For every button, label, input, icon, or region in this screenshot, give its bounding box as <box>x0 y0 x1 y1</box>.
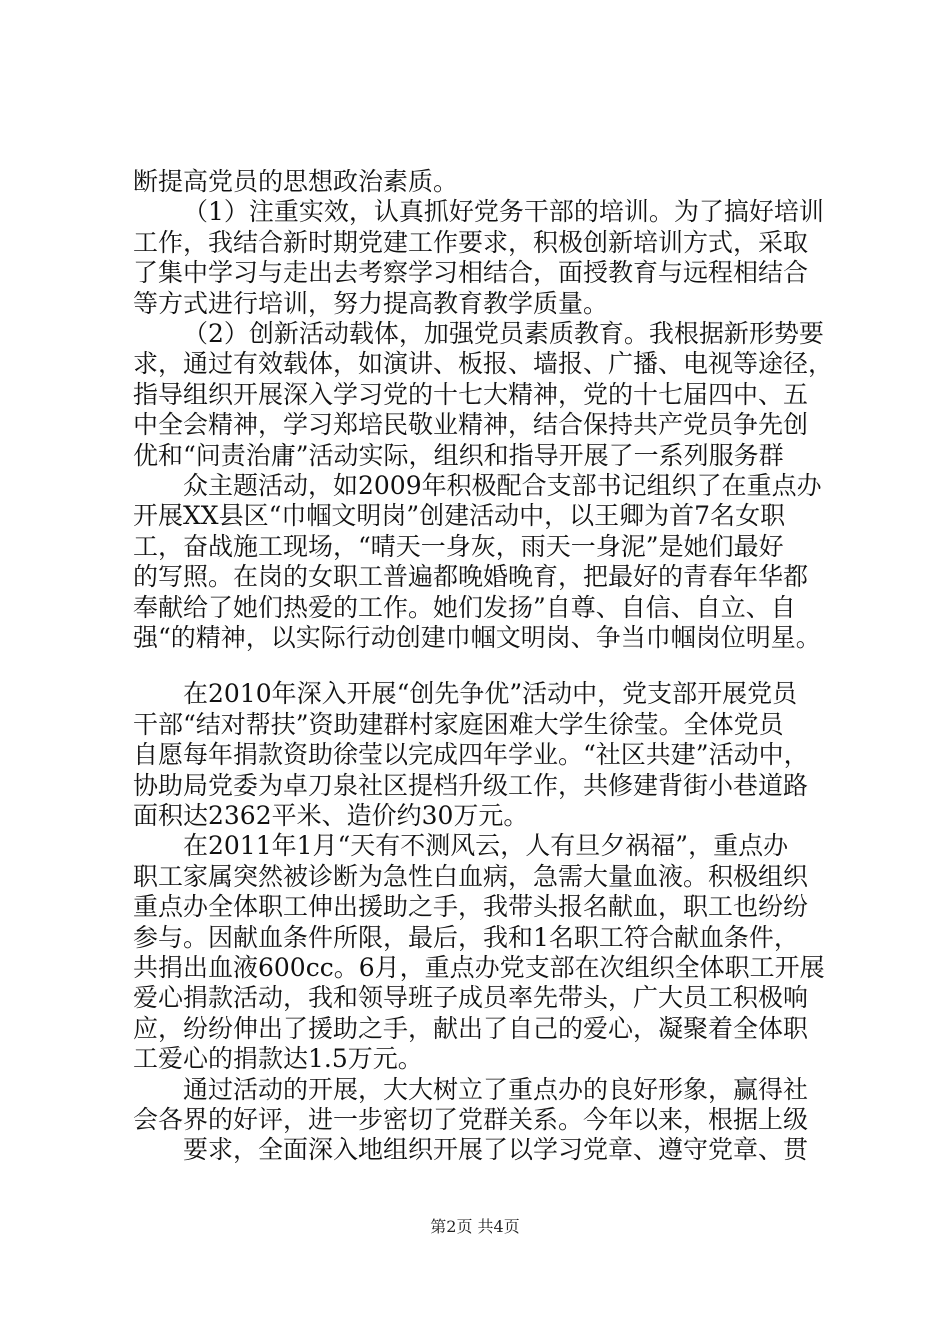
text-line: （2）创新活动载体，加强党员素质教育。我根据新形势要 <box>183 319 824 348</box>
text-line: 工，奋战施工现场，“晴天一身灰，雨天一身泥”是她们最好 <box>133 532 784 561</box>
text-line: 干部“结对帮扶”资助建群村家庭困难大学生徐莹。全体党员 <box>133 710 784 739</box>
text-line: 求，通过有效载体，如演讲、板报、墙报、广播、电视等途径， <box>133 349 834 378</box>
text-line: 工作，我结合新时期党建工作要求，积极创新培训方式，采取 <box>133 228 809 257</box>
text-line: 开展XX县区“巾帼文明岗”创建活动中，以王卿为首7名女职 <box>133 501 786 530</box>
text-line: 协助局党委为卓刀泉社区提档升级工作，共修建背街小巷道路 <box>133 771 809 800</box>
text-line: 参与。因献血条件所限，最后，我和1名职工符合献血条件， <box>133 923 799 952</box>
text-line: 众主题活动，如2009年积极配合支部书记组织了在重点办 <box>183 471 822 500</box>
text-line: 重点办全体职工伸出援助之手，我带头报名献血，职工也纷纷 <box>133 892 809 921</box>
text-line: 了集中学习与走出去考察学习相结合，面授教育与远程相结合 <box>133 258 809 287</box>
text-line: 职工家属突然被诊断为急性白血病，急需大量血液。积极组织 <box>133 862 809 891</box>
text-line: 要求，全面深入地组织开展了以学习党章、遵守党章、贯 <box>183 1135 809 1164</box>
text-line: 会各界的好评，进一步密切了党群关系。今年以来，根据上级 <box>133 1105 809 1134</box>
text-line: 奉献给了她们热爱的工作。她们发扬”自尊、自信、自立、自 <box>133 593 796 622</box>
text-line: 工爱心的捐款达1.5万元。 <box>133 1044 423 1073</box>
text-line: 的写照。在岗的女职工普遍都晚婚晚育，把最好的青春年华都 <box>133 562 809 591</box>
text-line: 通过活动的开展，大大树立了重点办的良好形象，赢得社 <box>183 1075 809 1104</box>
text-line: 强“的精神，以实际行动创建巾帼文明岗、争当巾帼岗位明星。 <box>133 623 821 652</box>
text-line: 在2011年1月“天有不测风云，人有旦夕祸福”，重点办 <box>183 831 789 860</box>
text-line: 中全会精神，学习郑培民敬业精神，结合保持共产党员争先创 <box>133 410 809 439</box>
text-line: 爱心捐款活动，我和领导班子成员率先带头，广大员工积极响 <box>133 983 809 1012</box>
text-line: 断提高党员的思想政治素质。 <box>133 167 459 196</box>
text-line: 面积达2362平米、造价约30万元。 <box>133 801 529 830</box>
text-line: （1）注重实效，认真抓好党务干部的培训。为了搞好培训 <box>183 197 824 226</box>
text-line: 优和“问责治庸”活动实际，组织和指导开展了一系列服务群 <box>133 441 784 470</box>
text-line: 等方式进行培训，努力提高教育教学质量。 <box>133 289 609 318</box>
page-footer: 第2页 共4页 <box>430 1217 520 1236</box>
text-line: 自愿每年捐款资助徐莹以完成四年学业。“社区共建”活动中， <box>133 740 809 769</box>
text-line: 在2010年深入开展“创先争优”活动中，党支部开展党员 <box>183 679 798 708</box>
text-line: 指导组织开展深入学习党的十七大精神，党的十七届四中、五 <box>133 380 809 409</box>
text-line: 共捐出血液600cc。6月，重点办党支部在次组织全体职工开展 <box>133 953 825 982</box>
text-line: 应，纷纷伸出了援助之手，献出了自己的爱心，凝聚着全体职 <box>133 1014 809 1043</box>
